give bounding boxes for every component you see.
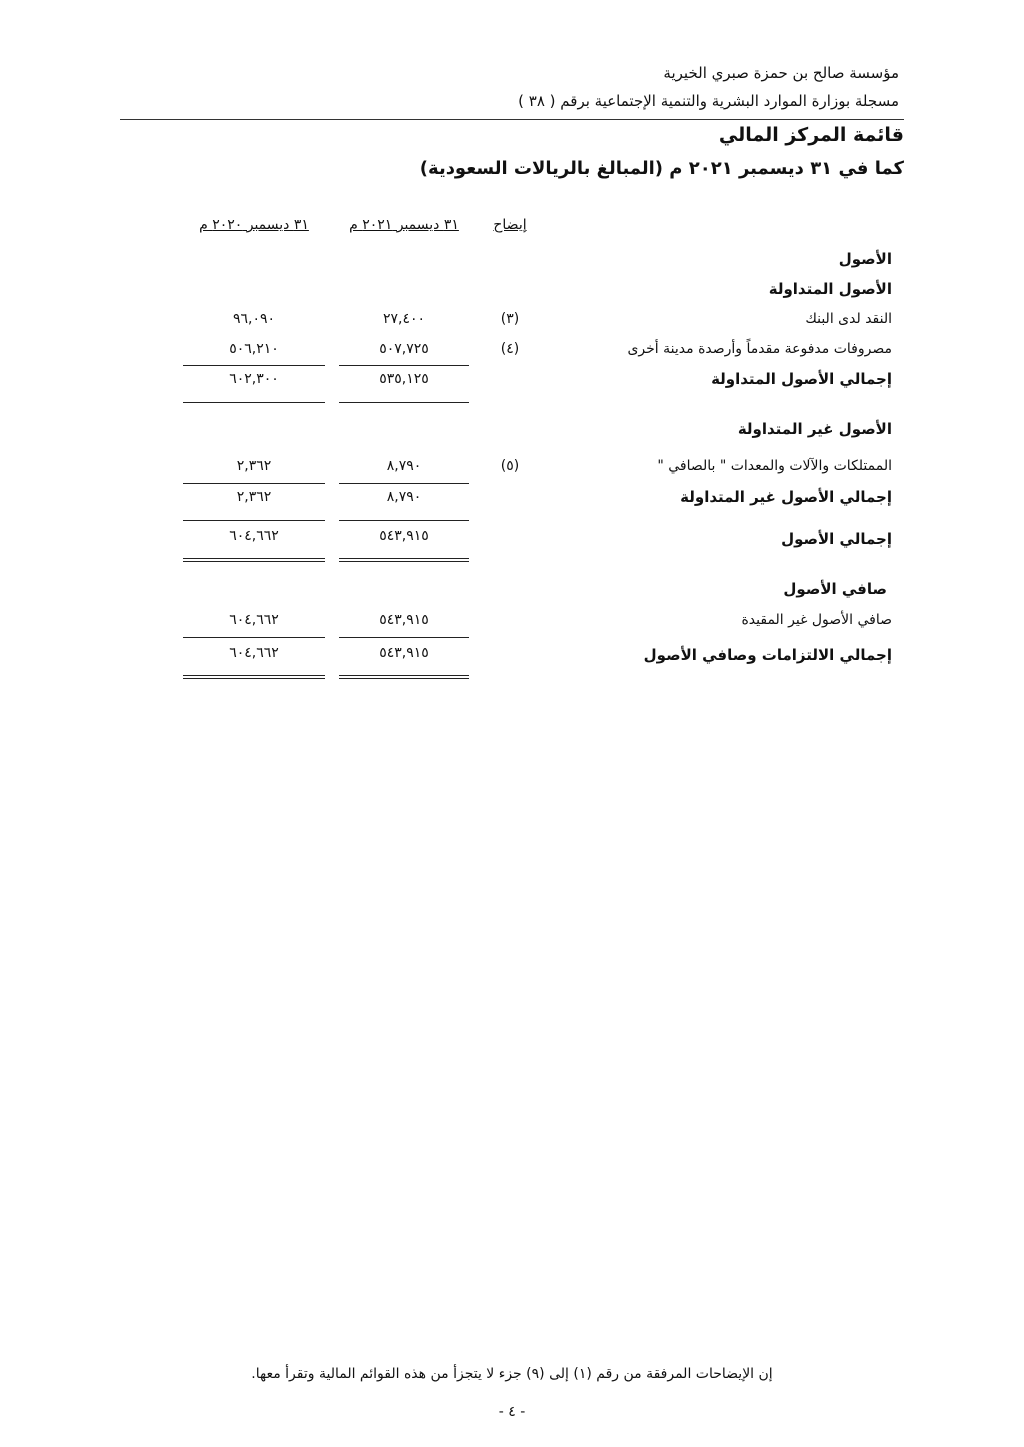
row-value-total-current-2021: ٥٣٥,١٢٥ (379, 371, 429, 387)
section-non-current-assets: الأصول غير المتداولة (737, 420, 892, 438)
row-value-prepaid-2020: ٥٠٦,٢١٠ (229, 341, 279, 357)
row-value-prepaid-2021: ٥٠٧,٧٢٥ (379, 341, 429, 357)
column-header-note: إيضاح (493, 217, 527, 233)
grand-total-double-rule (339, 675, 469, 679)
page-title: قائمة المركز المالي (718, 124, 904, 146)
registration-line: مسجلة بوزارة الموارد البشرية والتنمية الإجتماعية برقم ( ٣٨ ) (518, 92, 899, 110)
subtotal-rule (183, 637, 325, 638)
row-value-ppe-2021: ٨,٧٩٠ (386, 458, 422, 474)
section-current-assets: الأصول المتداولة (768, 280, 892, 298)
subtotal-rule (339, 365, 469, 366)
row-value-cash-2020: ٩٦,٠٩٠ (232, 311, 276, 327)
row-note-ppe: (٥) (500, 458, 520, 474)
row-label-prepaid: مصروفات مدفوعة مقدماً وأرصدة مدينة أخرى (627, 341, 892, 357)
row-label-unrestricted: صافي الأصول غير المقيدة (741, 612, 892, 628)
total-rule (183, 520, 325, 521)
row-label-cash: النقد لدى البنك (805, 311, 892, 327)
row-note-prepaid: (٤) (500, 341, 520, 357)
column-header-2021: ٣١ ديسمبر ٢٠٢١ م (349, 217, 459, 233)
page-number: - ٤ - (498, 1404, 526, 1420)
row-value-total-non-current-2020: ٢,٣٦٢ (236, 489, 272, 505)
row-value-ppe-2020: ٢,٣٦٢ (236, 458, 272, 474)
row-value-total-assets-2021: ٥٤٣,٩١٥ (379, 528, 429, 544)
subtotal-rule (183, 365, 325, 366)
grand-total-double-rule (183, 675, 325, 679)
row-label-total-liabilities-net-assets: إجمالي الالتزامات وصافي الأصول (643, 646, 892, 664)
row-value-total-current-2020: ٦٠٢,٣٠٠ (229, 371, 279, 387)
subtotal-rule (183, 483, 325, 484)
row-value-cash-2021: ٢٧,٤٠٠ (382, 311, 426, 327)
row-value-total-assets-2020: ٦٠٤,٦٦٢ (229, 528, 279, 544)
row-label-total-non-current: إجمالي الأصول غير المتداولة (680, 488, 892, 506)
header-divider (120, 119, 904, 120)
row-label-total-assets: إجمالي الأصول (781, 530, 892, 548)
subtotal-rule (339, 483, 469, 484)
section-assets: الأصول (838, 250, 892, 268)
row-value-total-non-current-2021: ٨,٧٩٠ (386, 489, 422, 505)
row-label-ppe: الممتلكات والآلات والمعدات " بالصافي " (657, 458, 892, 474)
row-note-cash: (٣) (500, 311, 520, 327)
row-value-unrestricted-2020: ٦٠٤,٦٦٢ (229, 612, 279, 628)
total-rule (339, 402, 469, 403)
total-rule (183, 402, 325, 403)
footer-note: إن الإيضاحات المرفقة من رقم (١) إلى (٩) جزء لا يتجزأ من هذه القوائم المالية وتقرأ معها. (251, 1366, 773, 1382)
section-net-assets: صافي الأصول (783, 580, 887, 598)
column-header-2020: ٣١ ديسمبر ٢٠٢٠ م (199, 217, 309, 233)
row-value-total-liabilities-net-assets-2021: ٥٤٣,٩١٥ (379, 645, 429, 661)
total-rule (339, 520, 469, 521)
row-label-total-current: إجمالي الأصول المتداولة (711, 370, 892, 388)
subtotal-rule (339, 637, 469, 638)
grand-total-double-rule (339, 558, 469, 562)
row-value-total-liabilities-net-assets-2020: ٦٠٤,٦٦٢ (229, 645, 279, 661)
page-subtitle: كما في ٣١ ديسمبر ٢٠٢١ م (المبالغ بالريالات السعودية) (419, 158, 904, 179)
row-value-unrestricted-2021: ٥٤٣,٩١٥ (379, 612, 429, 628)
grand-total-double-rule (183, 558, 325, 562)
organization-name: مؤسسة صالح بن حمزة صبري الخيرية (663, 64, 899, 82)
